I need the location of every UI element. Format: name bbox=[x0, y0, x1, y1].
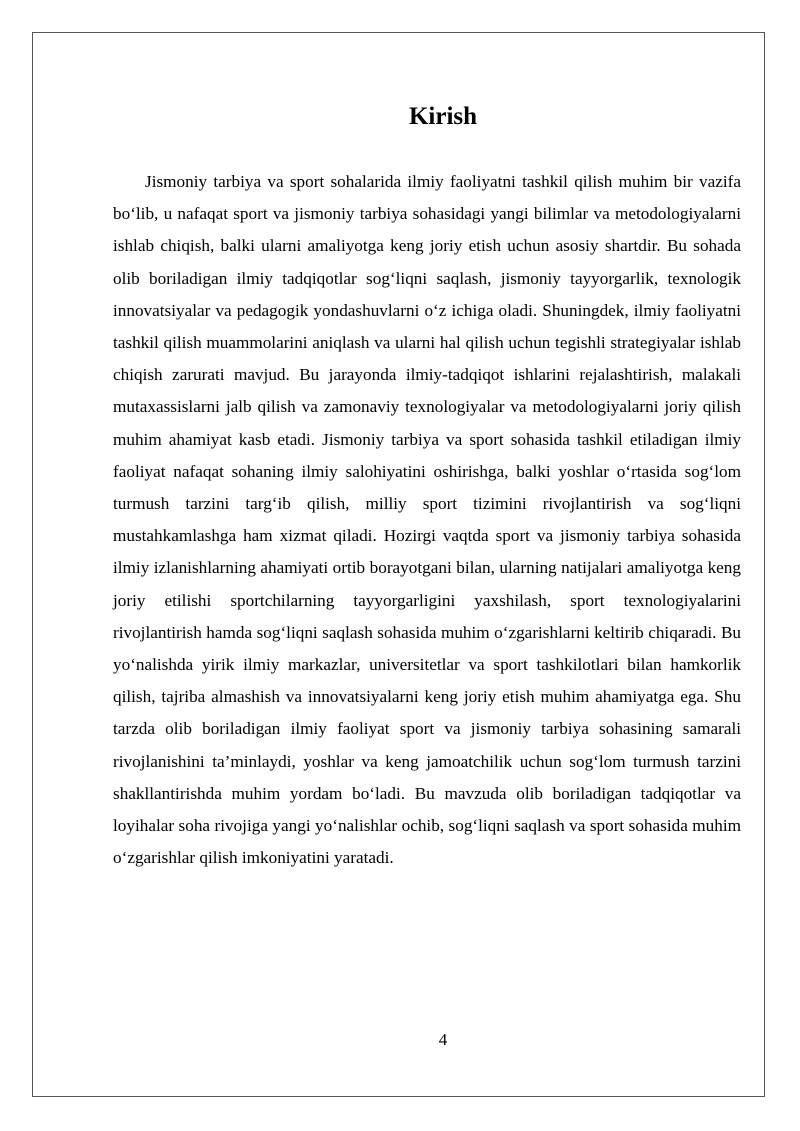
page-title: Kirish bbox=[408, 103, 478, 130]
page-number: 4 bbox=[438, 1030, 448, 1049]
body-paragraph: Jismoniy tarbiya va sport sohalarida ilmiy faoliyatni tashkil qilish muhim bir vazifa bo‘lib, u nafaqat sport va jismoniy tarbiya sohasidagi yangi bilimlar va metodologiyalarni ishlab chiqish, balki ularni amaliyotga keng joriy etish uchun asosiy shartdir. Bu sohada olib boriladigan ilmiy tadqiqotlar sog‘liqni saqlash, jismoniy tayyorgarlik, texnologik innovatsiyalar va pedagogik yondashuvlarni o‘z ichiga oladi. Shuningdek, ilmiy faoliyatni tashkil qilish muammolarini aniqlash va ularni hal qilish uchun tegishli strategiyalar ishlab chiqish zarurati mavjud. Bu jarayonda ilmiy-tadqiqot ishlarini rejalashtirish, malakali mutaxassislarni jalb qilish va zamonaviy texnologiyalar va metodologiyalarni joriy qilish muhim ahamiyat kasb etadi. Jismoniy tarbiya va sport sohasida tashkil etiladigan ilmiy faoliyat nafaqat sohaning ilmiy salohiyatini oshirishga, balki yoshlar o‘rtasida sog‘lom turmush tarzini targ‘ib qilish, milliy sport tizimini rivojlantirish va sog‘liqni mustahkamlashga ham xizmat qiladi. Hozirgi vaqtda sport va jismoniy tarbiya sohasida ilmiy izlanishlarning ahamiyati ortib borayotgani bilan, ularning natijalari amaliyotga keng joriy etilishi sportchilarning tayyorgarligini yaxshilash, sport texnologiyalarini rivojlantirish hamda sog‘liqni saqlash sohasida muhim o‘zgarishlarni keltirib chiqaradi. Bu yo‘nalishda yirik ilmiy markazlar, universitetlar va sport tashkilotlari bilan hamkorlik qilish, tajriba almashish va innovatsiyalarni keng joriy etish muhim ahamiyatga ega. Shu tarzda olib boriladigan ilmiy faoliyat sport va jismoniy tarbiya sohasining samarali rivojlanishini ta’minlaydi, yoshlar va keng jamoatchilik uchun sog‘lom turmush tarzini shakllantirishda muhim yordam bo‘ladi. Bu mavzuda olib boriladigan tadqiqotlar va loyihalar soha rivojiga yangi yo‘nalishlar ochib, sog‘liqni saqlash va sport sohasida muhim o‘zgarishlar qilish imkoniyatini yaratadi. bbox=[113, 172, 741, 868]
